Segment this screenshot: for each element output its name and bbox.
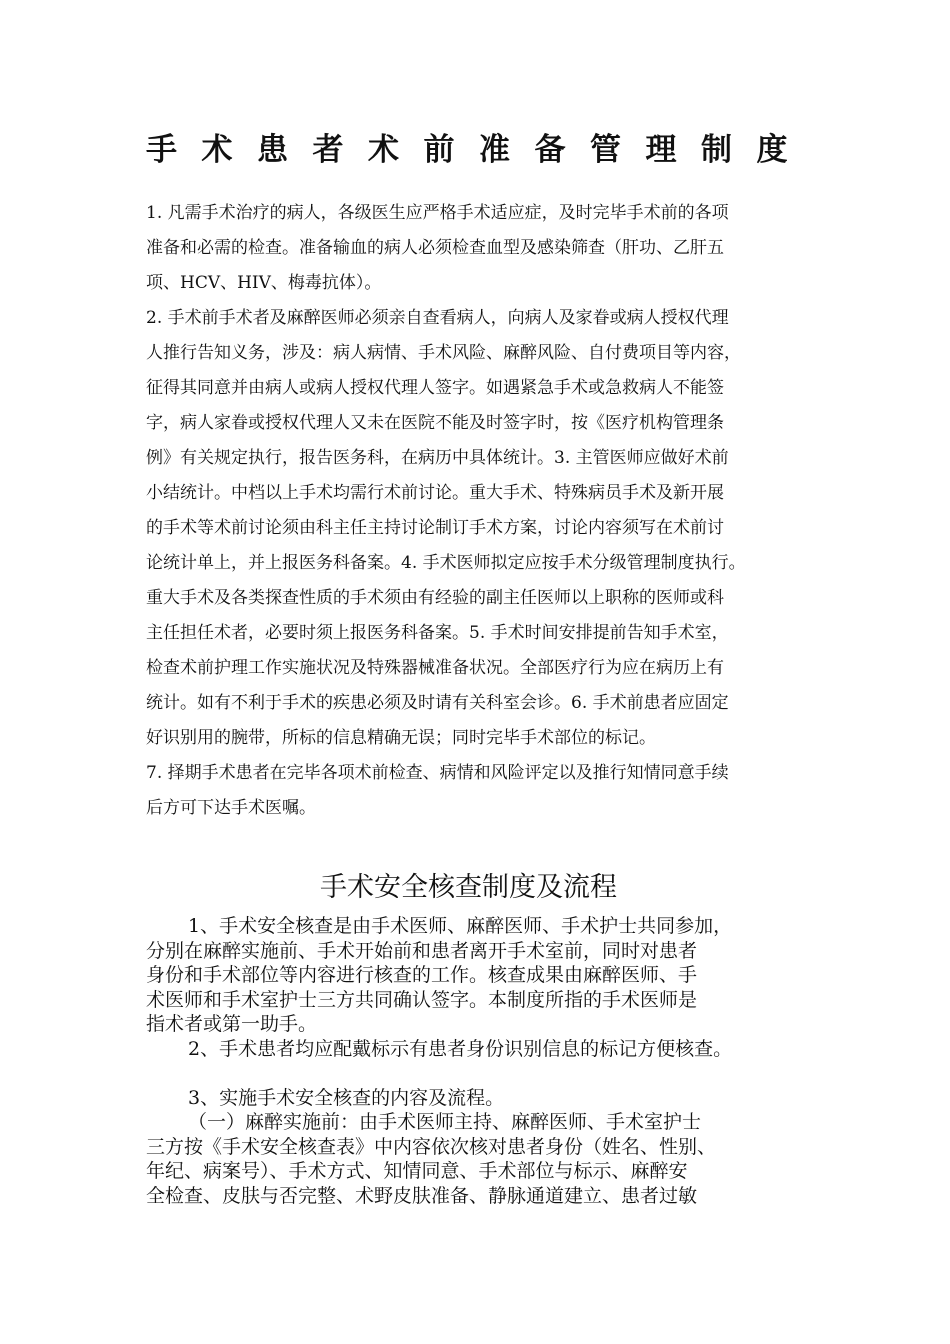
text-line: 检查术前护理工作实施状况及特殊器械准备状况。全部医疗行为应在病历上有 xyxy=(146,658,724,678)
blank-line xyxy=(146,1061,836,1086)
document-title: 手术患者术前准备管理制度 xyxy=(146,132,812,168)
text-line: 例》有关规定执行，报告医务科，在病历中具体统计。3. 主管医师应做好术前 xyxy=(146,448,729,468)
text-line: 术医师和手术室护士三方共同确认签字。本制度所指的手术医师是 xyxy=(146,988,698,1011)
text-line: 1、手术安全核查是由手术医师、麻醉医师、手术护士共同参加， xyxy=(188,915,733,937)
text-line: 论统计单上，并上报医务科备案。4. 手术医师拟定应按手术分级管理制度执行。 xyxy=(146,553,746,573)
text-line: 项、HCV、HIV、梅毒抗体）。 xyxy=(146,273,382,293)
text-line: 7. 择期手术患者在完毕各项术前检查、病情和风险评定以及推行知情同意手续 xyxy=(146,763,729,783)
section-title: 手术安全核查制度及流程 xyxy=(320,872,617,903)
text-line: 主任担任术者，必要时须上报医务科备案。5. 手术时间安排提前告知手术室， xyxy=(146,623,729,643)
text-line: 全检查、皮肤与否完整、术野皮肤准备、静脉通道建立、患者过敏 xyxy=(146,1184,698,1207)
text-line: 字，病人家眷或授权代理人又未在医院不能及时签字时，按《医疗机构管理条 xyxy=(146,413,724,433)
text-line: （一）麻醉实施前：由手术医师主持、麻醉医师、手术室护士 xyxy=(188,1111,702,1133)
text-line: 1. 凡需手术治疗的病人，各级医生应严格手术适应症，及时完毕手术前的各项 xyxy=(146,203,729,223)
text-line: 指术者或第一助手。 xyxy=(146,1013,318,1035)
text-line: 的手术等术前讨论须由科主任主持讨论制订手术方案，讨论内容须写在术前讨 xyxy=(146,518,724,538)
text-line: 2. 手术前手术者及麻醉医师必须亲自查看病人，向病人及家眷或病人授权代理 xyxy=(146,308,729,328)
text-line: 2、手术患者均应配戴标示有患者身份识别信息的标记方便核查。 xyxy=(188,1037,733,1060)
text-line: 统计。如有不利于手术的疾患必须及时请有关科室会诊。6. 手术前患者应固定 xyxy=(146,693,729,713)
text-line: 征得其同意并由病人或病人授权代理人签字。如遇紧急手术或急救病人不能签 xyxy=(146,378,724,398)
preop-rules-section xyxy=(146,196,826,826)
text-line: 身份和手术部位等内容进行核查的工作。核查成果由麻醉医师、手 xyxy=(146,964,698,986)
safety-check-section xyxy=(146,914,836,1208)
text-line: 重大手术及各类探查性质的手术须由有经验的副主任医师以上职称的医师或科 xyxy=(146,588,724,608)
text-line: 小结统计。中档以上手术均需行术前讨论。重大手术、特殊病员手术及新开展 xyxy=(146,483,724,503)
text-line: 三方按《手术安全核查表》中内容依次核对患者身份（姓名、性别、 xyxy=(146,1135,717,1158)
text-line: 分别在麻醉实施前、手术开始前和患者离开手术室前，同时对患者 xyxy=(146,939,698,962)
text-line: 年纪、病案号）、手术方式、知情同意、手术部位与标示、麻醉安 xyxy=(146,1160,688,1182)
text-line: 3、实施手术安全核查的内容及流程。 xyxy=(188,1086,505,1109)
text-line: 后方可下达手术医嘱。 xyxy=(146,798,316,818)
text-line: 人推行告知义务，涉及：病人病情、手术风险、麻醉风险、自付费项目等内容， xyxy=(146,343,741,363)
text-line: 好识别用的腕带，所标的信息精确无误；同时完毕手术部位的标记。 xyxy=(146,728,656,748)
text-line: 准备和必需的检查。准备输血的病人必须检查血型及感染筛查（肝功、乙肝五 xyxy=(146,238,724,258)
